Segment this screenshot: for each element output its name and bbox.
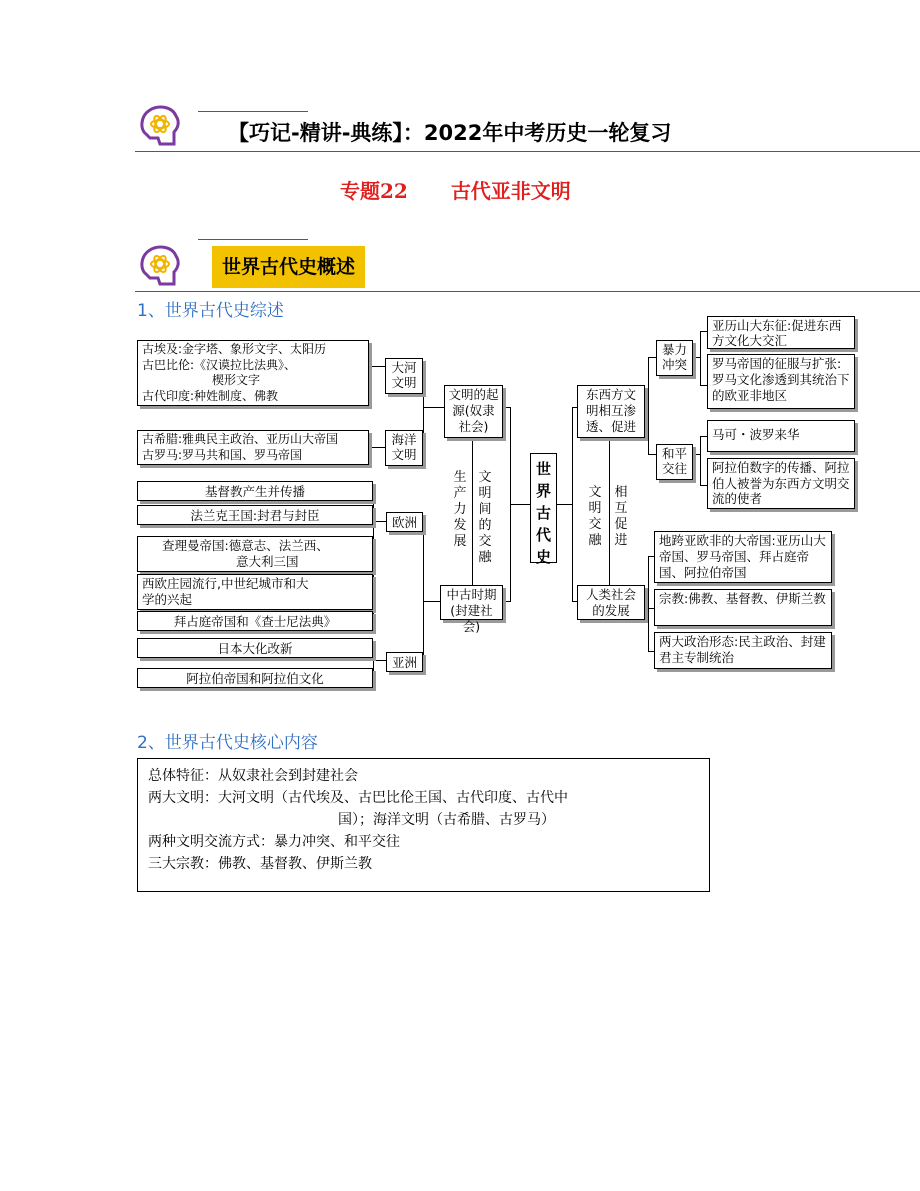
violent-item-1: 亚历山大东征:促进东西方文化大交汇 xyxy=(707,316,855,349)
euro-item-4 xyxy=(137,574,373,610)
brain-atom-icon xyxy=(138,104,184,148)
subheading-overview: 1、世界古代史综述 xyxy=(137,301,284,321)
ocean-civ-box: 海洋文明 xyxy=(385,430,423,466)
summary-line: 两大文明：大河文明（古代埃及、古巴比伦王国、古代印度、古代中 xyxy=(148,790,568,806)
peaceful-box: 和平交往 xyxy=(656,444,693,480)
peace-item-1: 马可・波罗来华 xyxy=(707,420,855,452)
society-box: 人类社会的发展 xyxy=(577,585,645,620)
box-line: 古巴比伦:《汉谟拉比法典》、 xyxy=(142,357,297,372)
box-line: 古埃及:金字塔、象形文字、太阳历 xyxy=(142,342,327,356)
topic-number: 专题22 xyxy=(340,179,408,203)
civ-blend-label: 文明间的交融 xyxy=(478,470,492,565)
box-line: 古希腊:雅典民主政治、亚历山大帝国 xyxy=(142,432,339,446)
medieval-box: 中古时期(封建社会) xyxy=(440,585,503,620)
box-line: 古代印度:种姓制度、佛教 xyxy=(142,388,279,403)
euro-item-1: 基督教产生并传播 xyxy=(137,481,373,501)
center-box: 世界古代史 xyxy=(530,453,557,563)
box-line: 意大利三国 xyxy=(236,554,299,569)
ancient-west-box xyxy=(137,430,369,465)
euro-item-2: 法兰克王国:封君与封臣 xyxy=(137,505,373,525)
asia-box: 亚洲 xyxy=(386,652,423,672)
origin-box: 文明的起源(奴隶社会) xyxy=(444,385,503,438)
productivity-label: 生产力发展 xyxy=(453,470,467,549)
asia-item-2: 阿拉伯帝国和阿拉伯文化 xyxy=(137,668,373,688)
summary-line: 国）；海洋文明（古希腊、古罗马） xyxy=(338,812,555,828)
topic-name: 古代亚非文明 xyxy=(450,179,571,203)
civ-fusion-label: 文明交融 xyxy=(588,485,602,548)
asia-item-1: 日本大化改新 xyxy=(137,638,373,658)
header-rule-short xyxy=(198,111,308,112)
euro-item-5: 拜占庭帝国和《查士尼法典》 xyxy=(137,611,373,631)
box-line: 古罗马:罗马共和国、罗马帝国 xyxy=(142,447,303,462)
page-title: 【巧记-精讲-典练】：2022年中考历史一轮复习 xyxy=(228,121,672,145)
peace-item-2: 阿拉伯数字的传播、阿拉伯人被誉为东西方文明交流的使者 xyxy=(707,458,855,509)
topic-title xyxy=(340,175,571,204)
summary-line: 三大宗教：佛教、基督教、伊斯兰教 xyxy=(148,856,372,872)
summary-box xyxy=(137,758,710,892)
section-rule-short xyxy=(198,239,308,240)
violent-box: 暴力冲突 xyxy=(656,340,693,376)
box-line: 学的兴起 xyxy=(142,592,193,607)
summary-line: 两种文明交流方式：暴力冲突、和平交往 xyxy=(148,834,400,850)
euro-item-3 xyxy=(137,536,373,572)
mutual-promote-label: 相互促进 xyxy=(614,485,628,548)
ancient-east-box xyxy=(137,340,369,406)
brain-atom-icon xyxy=(138,244,184,288)
europe-box: 欧洲 xyxy=(386,512,423,532)
box-line: 西欧庄园流行,中世纪城市和大 xyxy=(142,576,309,591)
violent-item-2: 罗马帝国的征服与扩张:罗马文化渗透到其统治下的欧亚非地区 xyxy=(707,354,855,409)
summary-line: 总体特征：从奴隶社会到封建社会 xyxy=(148,768,358,784)
exchange-box: 东西方文明相互渗透、促进 xyxy=(577,385,645,438)
subheading-core: 2、世界古代史核心内容 xyxy=(137,733,318,753)
box-line: 楔形文字 xyxy=(212,373,261,387)
section-banner: 世界古代史概述 xyxy=(212,246,365,288)
section-rule xyxy=(135,291,920,292)
society-item-2: 宗教:佛教、基督教、伊斯兰教 xyxy=(654,589,832,626)
society-item-1: 地跨亚欧非的大帝国:亚历山大帝国、罗马帝国、拜占庭帝国、阿拉伯帝国 xyxy=(654,531,832,583)
box-line: 查理曼帝国:德意志、法兰西、 xyxy=(162,538,329,553)
header-rule xyxy=(135,151,920,152)
society-item-3: 两大政治形态:民主政治、封建君主专制统治 xyxy=(654,632,832,669)
river-civ-box: 大河文明 xyxy=(385,358,423,394)
